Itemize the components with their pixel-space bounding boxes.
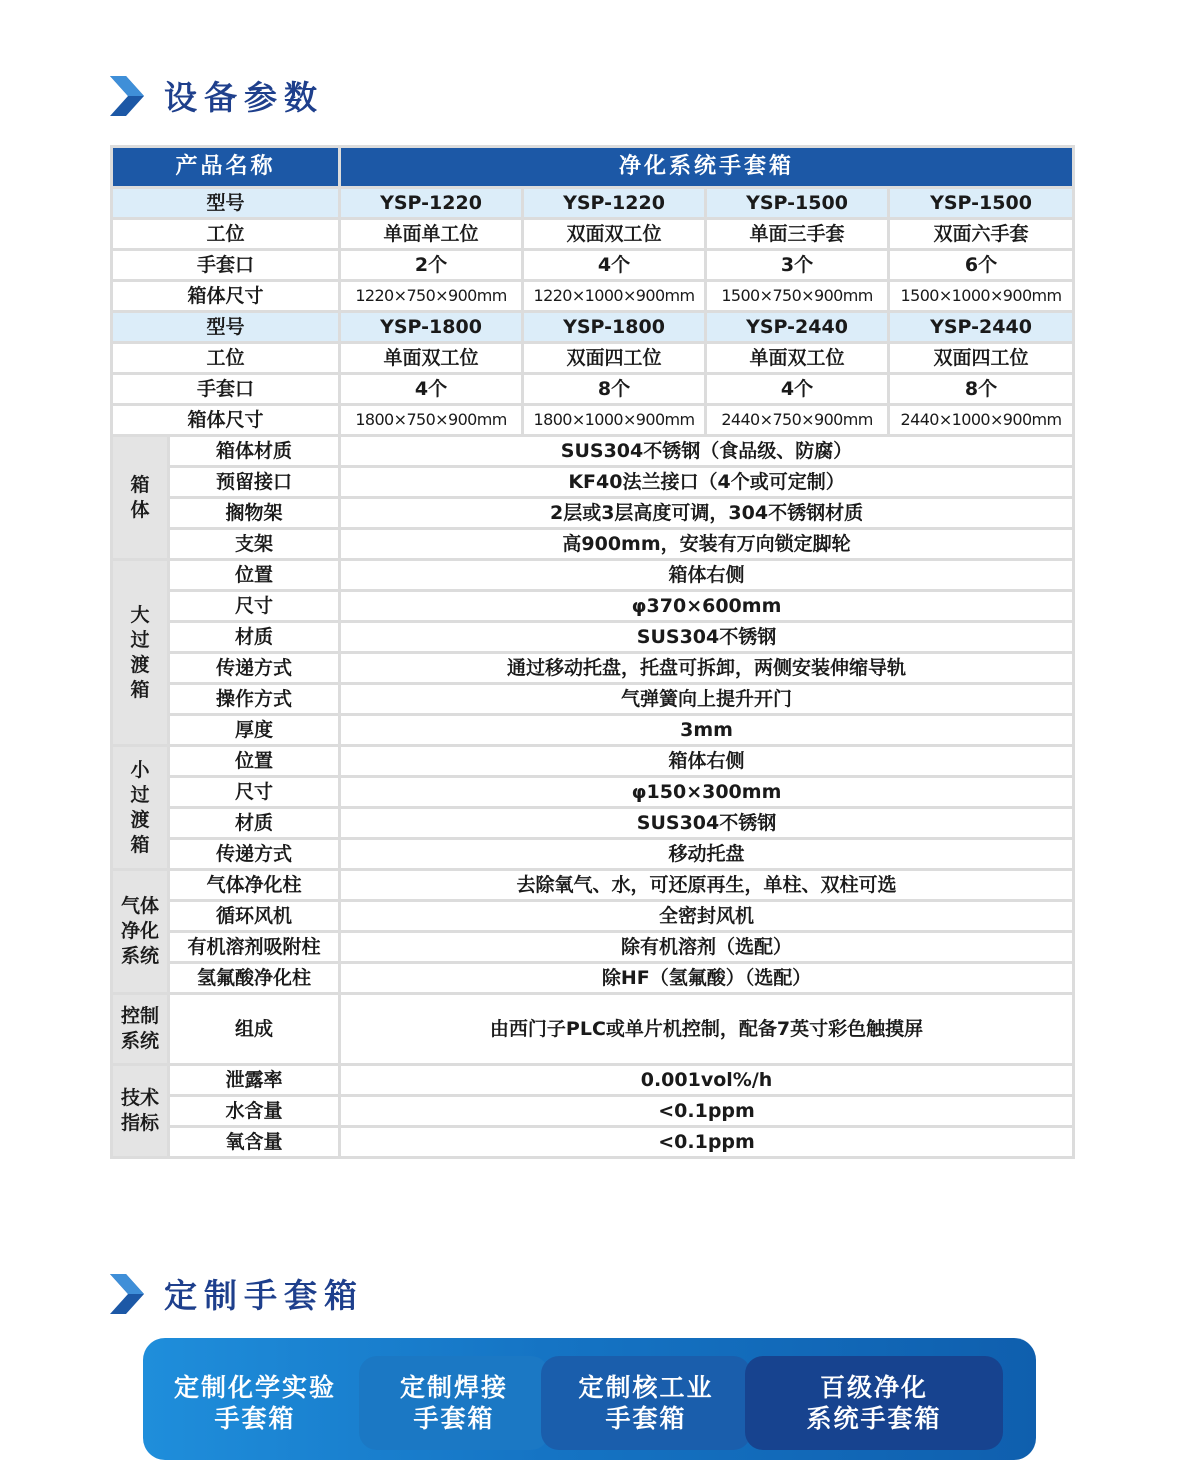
size-cell: 1800×750×900mm: [340, 405, 523, 436]
custom-glovebox-banner: [143, 1338, 1036, 1460]
table-header-row: [112, 147, 1074, 188]
model-cell: YSP-1220: [523, 188, 706, 219]
custom-card-class100[interactable]: [745, 1356, 1003, 1450]
station-cell: 单面三手套: [706, 219, 889, 250]
glove-cell: 8个: [889, 374, 1074, 405]
table-row: [112, 1065, 1074, 1096]
card-line2: 手套箱: [214, 1404, 296, 1433]
header-product-name: 产品名称: [112, 147, 340, 188]
spec-name: 传递方式: [169, 839, 340, 870]
spec-value: 2层或3层高度可调，304不锈钢材质: [340, 498, 1074, 529]
spec-name: 厚度: [169, 715, 340, 746]
row-label: 工位: [112, 343, 340, 374]
spec-name: 有机溶剂吸附柱: [169, 932, 340, 963]
spec-name: 箱体材质: [169, 436, 340, 467]
table-row: [112, 808, 1074, 839]
spec-name: 材质: [169, 622, 340, 653]
model-cell: YSP-2440: [706, 312, 889, 343]
glove-cell: 4个: [340, 374, 523, 405]
table-row: [112, 1127, 1074, 1158]
spec-value: 3mm: [340, 715, 1074, 746]
spec-value: φ150×300mm: [340, 777, 1074, 808]
spec-value: 除HF（氢氟酸）（选配）: [340, 963, 1074, 994]
spec-name: 支架: [169, 529, 340, 560]
glove-cell: 6个: [889, 250, 1074, 281]
row-label: 箱体尺寸: [112, 405, 340, 436]
section-title-custom: 定制手套箱: [164, 1276, 364, 1315]
spec-table: [110, 145, 1075, 1159]
table-row-station: [112, 219, 1074, 250]
model-cell: YSP-2440: [889, 312, 1074, 343]
spec-name: 尺寸: [169, 591, 340, 622]
custom-card-chemistry[interactable]: [155, 1356, 355, 1450]
station-cell: 单面双工位: [340, 343, 523, 374]
table-row: [112, 715, 1074, 746]
card-line1: 定制化学实验: [173, 1373, 336, 1402]
spec-value: 高900mm，安装有万向锁定脚轮: [340, 529, 1074, 560]
spec-name: 气体净化柱: [169, 870, 340, 901]
spec-value: 由西门子PLC或单片机控制，配备7英寸彩色触摸屏: [340, 994, 1074, 1065]
table-row: [112, 467, 1074, 498]
row-label: 型号: [112, 188, 340, 219]
glove-cell: 2个: [340, 250, 523, 281]
station-cell: 双面六手套: [889, 219, 1074, 250]
model-cell: YSP-1800: [340, 312, 523, 343]
table-row: [112, 746, 1074, 777]
card-line1: 定制焊接: [399, 1373, 508, 1402]
spec-value: 去除氧气、水，可还原再生，单柱、双柱可选: [340, 870, 1074, 901]
group-label-gas-purification: 气体 净化 系统: [112, 870, 169, 994]
card-line2: 手套箱: [413, 1404, 495, 1433]
table-row: [112, 901, 1074, 932]
spec-name: 搁物架: [169, 498, 340, 529]
spec-value: 全密封风机: [340, 901, 1074, 932]
table-row: [112, 684, 1074, 715]
size-cell: 1500×1000×900mm: [889, 281, 1074, 312]
table-row: [112, 498, 1074, 529]
table-row: [112, 622, 1074, 653]
section-title-params: 设备参数: [164, 78, 324, 117]
spec-name: 材质: [169, 808, 340, 839]
spec-value: 0.001vol%/h: [340, 1065, 1074, 1096]
spec-value: <0.1ppm: [340, 1127, 1074, 1158]
spec-name: 位置: [169, 560, 340, 591]
station-cell: 双面四工位: [523, 343, 706, 374]
spec-value: 除有机溶剂（选配）: [340, 932, 1074, 963]
size-cell: 1800×1000×900mm: [523, 405, 706, 436]
model-cell: YSP-1500: [889, 188, 1074, 219]
model-cell: YSP-1220: [340, 188, 523, 219]
spec-value: 通过移动托盘，托盘可拆卸，两侧安装伸缩导轨: [340, 653, 1074, 684]
spec-name: 操作方式: [169, 684, 340, 715]
table-row: [112, 963, 1074, 994]
table-row: [112, 994, 1074, 1065]
table-row-station: [112, 343, 1074, 374]
spec-value: φ370×600mm: [340, 591, 1074, 622]
group-label-small-antechamber: 小 过 渡 箱: [112, 746, 169, 870]
model-cell: YSP-1800: [523, 312, 706, 343]
row-label: 手套口: [112, 250, 340, 281]
section-header-custom: [110, 1270, 364, 1317]
custom-card-nuclear[interactable]: [541, 1356, 751, 1450]
spec-name: 预留接口: [169, 467, 340, 498]
spec-name: 泄露率: [169, 1065, 340, 1096]
spec-value: 箱体右侧: [340, 746, 1074, 777]
table-row: [112, 870, 1074, 901]
group-label-box: 箱 体: [112, 436, 169, 560]
glove-cell: 3个: [706, 250, 889, 281]
spec-value: 箱体右侧: [340, 560, 1074, 591]
size-cell: 1220×1000×900mm: [523, 281, 706, 312]
spec-value: KF40法兰接口（4个或可定制）: [340, 467, 1074, 498]
table-row-model: [112, 188, 1074, 219]
spec-name: 循环风机: [169, 901, 340, 932]
station-cell: 双面四工位: [889, 343, 1074, 374]
header-product-value: 净化系统手套箱: [340, 147, 1074, 188]
card-line1: 定制核工业: [578, 1373, 714, 1402]
card-line2: 系统手套箱: [806, 1404, 942, 1433]
group-label-large-antechamber: 大 过 渡 箱: [112, 560, 169, 746]
chevron-right-icon: [110, 76, 146, 116]
spec-name: 氢氟酸净化柱: [169, 963, 340, 994]
size-cell: 2440×1000×900mm: [889, 405, 1074, 436]
table-row: [112, 839, 1074, 870]
table-row-glove: [112, 250, 1074, 281]
station-cell: 单面单工位: [340, 219, 523, 250]
card-line1: 百级净化: [819, 1373, 928, 1402]
station-cell: 双面双工位: [523, 219, 706, 250]
table-row: [112, 777, 1074, 808]
section-header-params: [110, 72, 324, 119]
spec-value: SUS304不锈钢: [340, 622, 1074, 653]
spec-name: 组成: [169, 994, 340, 1065]
card-line2: 手套箱: [605, 1404, 687, 1433]
glove-cell: 8个: [523, 374, 706, 405]
spec-name: 氧含量: [169, 1127, 340, 1158]
spec-value: <0.1ppm: [340, 1096, 1074, 1127]
custom-card-welding[interactable]: [359, 1356, 549, 1450]
size-cell: 1220×750×900mm: [340, 281, 523, 312]
spec-value: SUS304不锈钢: [340, 808, 1074, 839]
table-row: [112, 529, 1074, 560]
table-row: [112, 591, 1074, 622]
chevron-right-icon: [110, 1274, 146, 1314]
table-row-size: [112, 405, 1074, 436]
model-cell: YSP-1500: [706, 188, 889, 219]
glove-cell: 4个: [706, 374, 889, 405]
table-row: [112, 560, 1074, 591]
spec-name: 位置: [169, 746, 340, 777]
spec-name: 传递方式: [169, 653, 340, 684]
spec-value: SUS304不锈钢（食品级、防腐）: [340, 436, 1074, 467]
row-label: 型号: [112, 312, 340, 343]
table-row: [112, 653, 1074, 684]
group-label-control: 控制 系统: [112, 994, 169, 1065]
spec-name: 水含量: [169, 1096, 340, 1127]
spec-value: 气弹簧向上提升开门: [340, 684, 1074, 715]
size-cell: 1500×750×900mm: [706, 281, 889, 312]
group-label-tech-specs: 技术 指标: [112, 1065, 169, 1158]
table-row-glove: [112, 374, 1074, 405]
glove-cell: 4个: [523, 250, 706, 281]
row-label: 手套口: [112, 374, 340, 405]
table-row-size: [112, 281, 1074, 312]
table-row: [112, 932, 1074, 963]
table-row: [112, 436, 1074, 467]
table-row-model: [112, 312, 1074, 343]
station-cell: 单面双工位: [706, 343, 889, 374]
table-row: [112, 1096, 1074, 1127]
size-cell: 2440×750×900mm: [706, 405, 889, 436]
spec-value: 移动托盘: [340, 839, 1074, 870]
row-label: 箱体尺寸: [112, 281, 340, 312]
row-label: 工位: [112, 219, 340, 250]
spec-name: 尺寸: [169, 777, 340, 808]
